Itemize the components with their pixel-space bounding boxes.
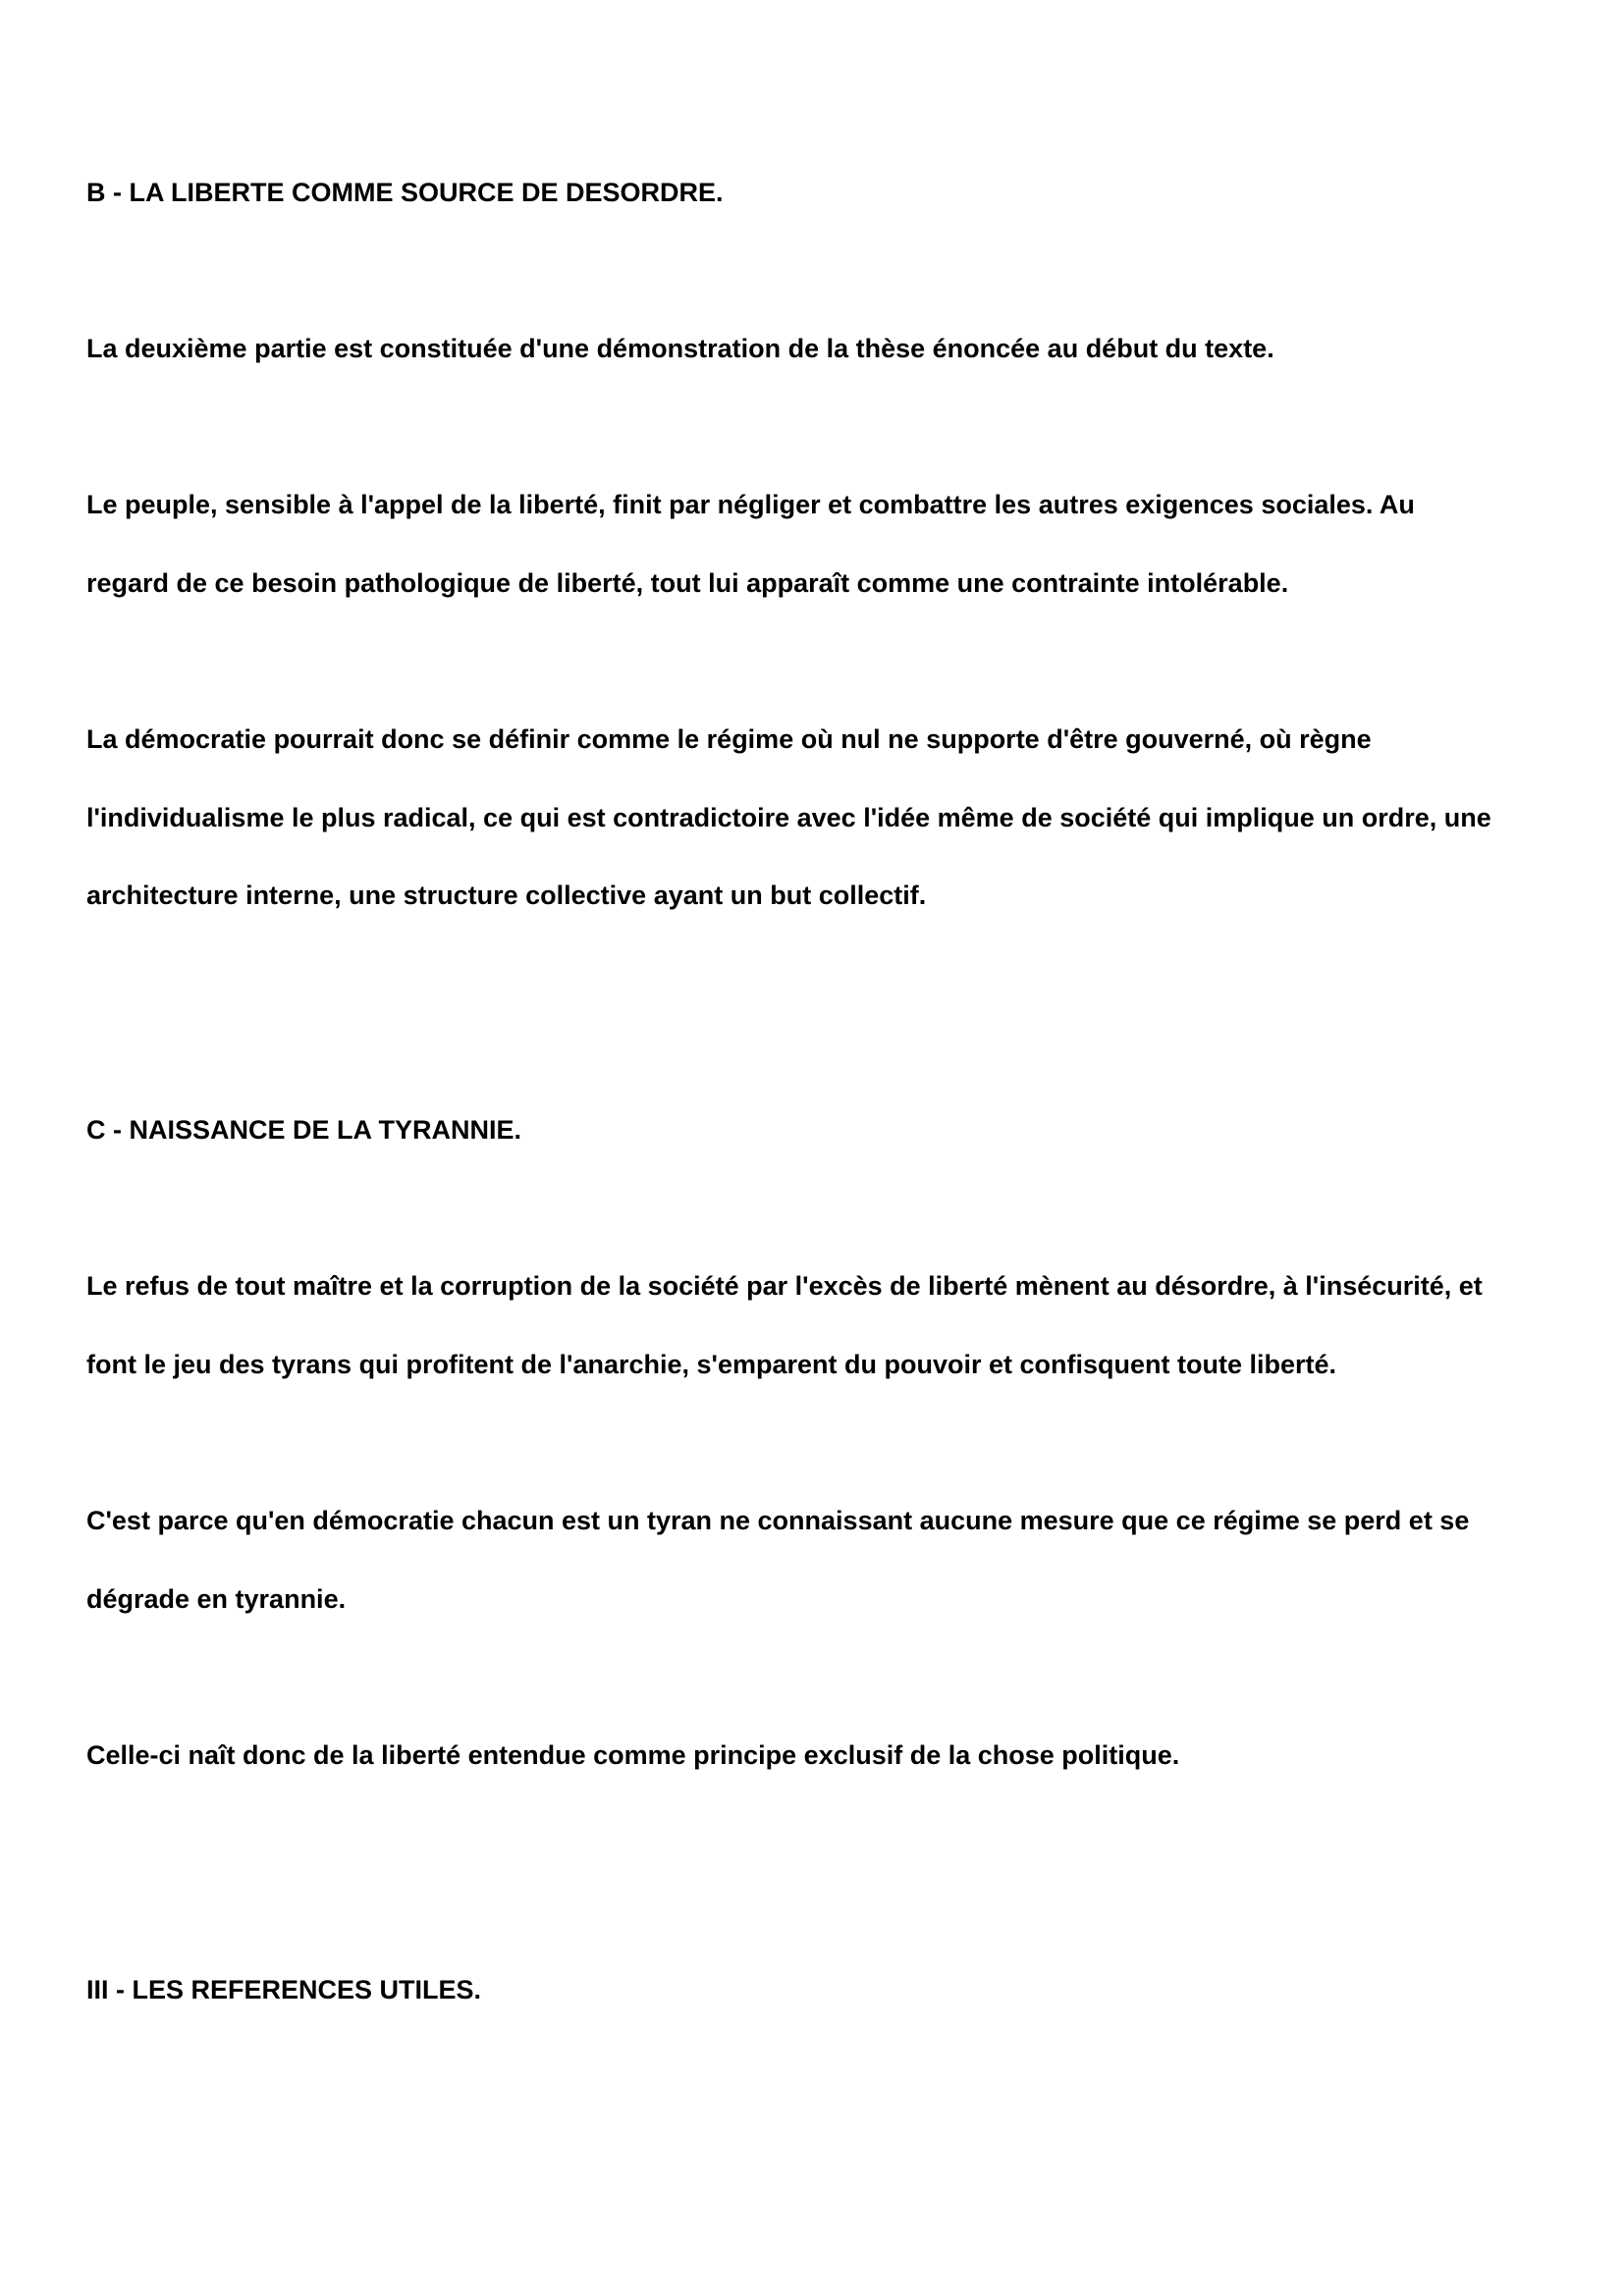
section-b-paragraph-3-line-1: La démocratie pourrait donc se définir comme le régime où nul ne supporte d'être gouverné, où règne bbox=[86, 724, 1372, 754]
section-c-paragraph-1-line-1: Le refus de tout maître et la corruption de la société par l'excès de liberté mènent au désordre, à l'insécurité, et bbox=[86, 1271, 1483, 1301]
section-b-heading: B - LA LIBERTE COMME SOURCE DE DESORDRE. bbox=[86, 178, 724, 207]
section-b-paragraph-3-line-2: l'individualisme le plus radical, ce qui est contradictoire avec l'idée même de société qui implique un ordre, une bbox=[86, 803, 1491, 832]
section-b-paragraph-1-line-1: La deuxième partie est constituée d'une démonstration de la thèse énoncée au début du texte. bbox=[86, 334, 1274, 363]
section-iii-heading: III - LES REFERENCES UTILES. bbox=[86, 1975, 482, 2004]
section-c-paragraph-2-line-2: dégrade en tyrannie. bbox=[86, 1584, 347, 1614]
section-c-heading: C - NAISSANCE DE LA TYRANNIE. bbox=[86, 1115, 522, 1145]
section-b-paragraph-3-line-3: architecture interne, une structure collective ayant un but collectif. bbox=[86, 881, 927, 910]
section-b-paragraph-2-line-2: regard de ce besoin pathologique de liberté, tout lui apparaît comme une contrainte intolérable. bbox=[86, 568, 1289, 598]
section-c-paragraph-2-line-1: C'est parce qu'en démocratie chacun est un tyran ne connaissant aucune mesure que ce régime se perd et se bbox=[86, 1506, 1470, 1535]
section-b-paragraph-2-line-1: Le peuple, sensible à l'appel de la liberté, finit par négliger et combattre les autres exigences sociales. Au bbox=[86, 490, 1415, 519]
section-c-paragraph-3-line-1: Celle-ci naît donc de la liberté entendue comme principe exclusif de la chose politique. bbox=[86, 1740, 1180, 1770]
section-c-paragraph-1-line-2: font le jeu des tyrans qui profitent de l'anarchie, s'emparent du pouvoir et confisquent toute liberté. bbox=[86, 1350, 1337, 1379]
